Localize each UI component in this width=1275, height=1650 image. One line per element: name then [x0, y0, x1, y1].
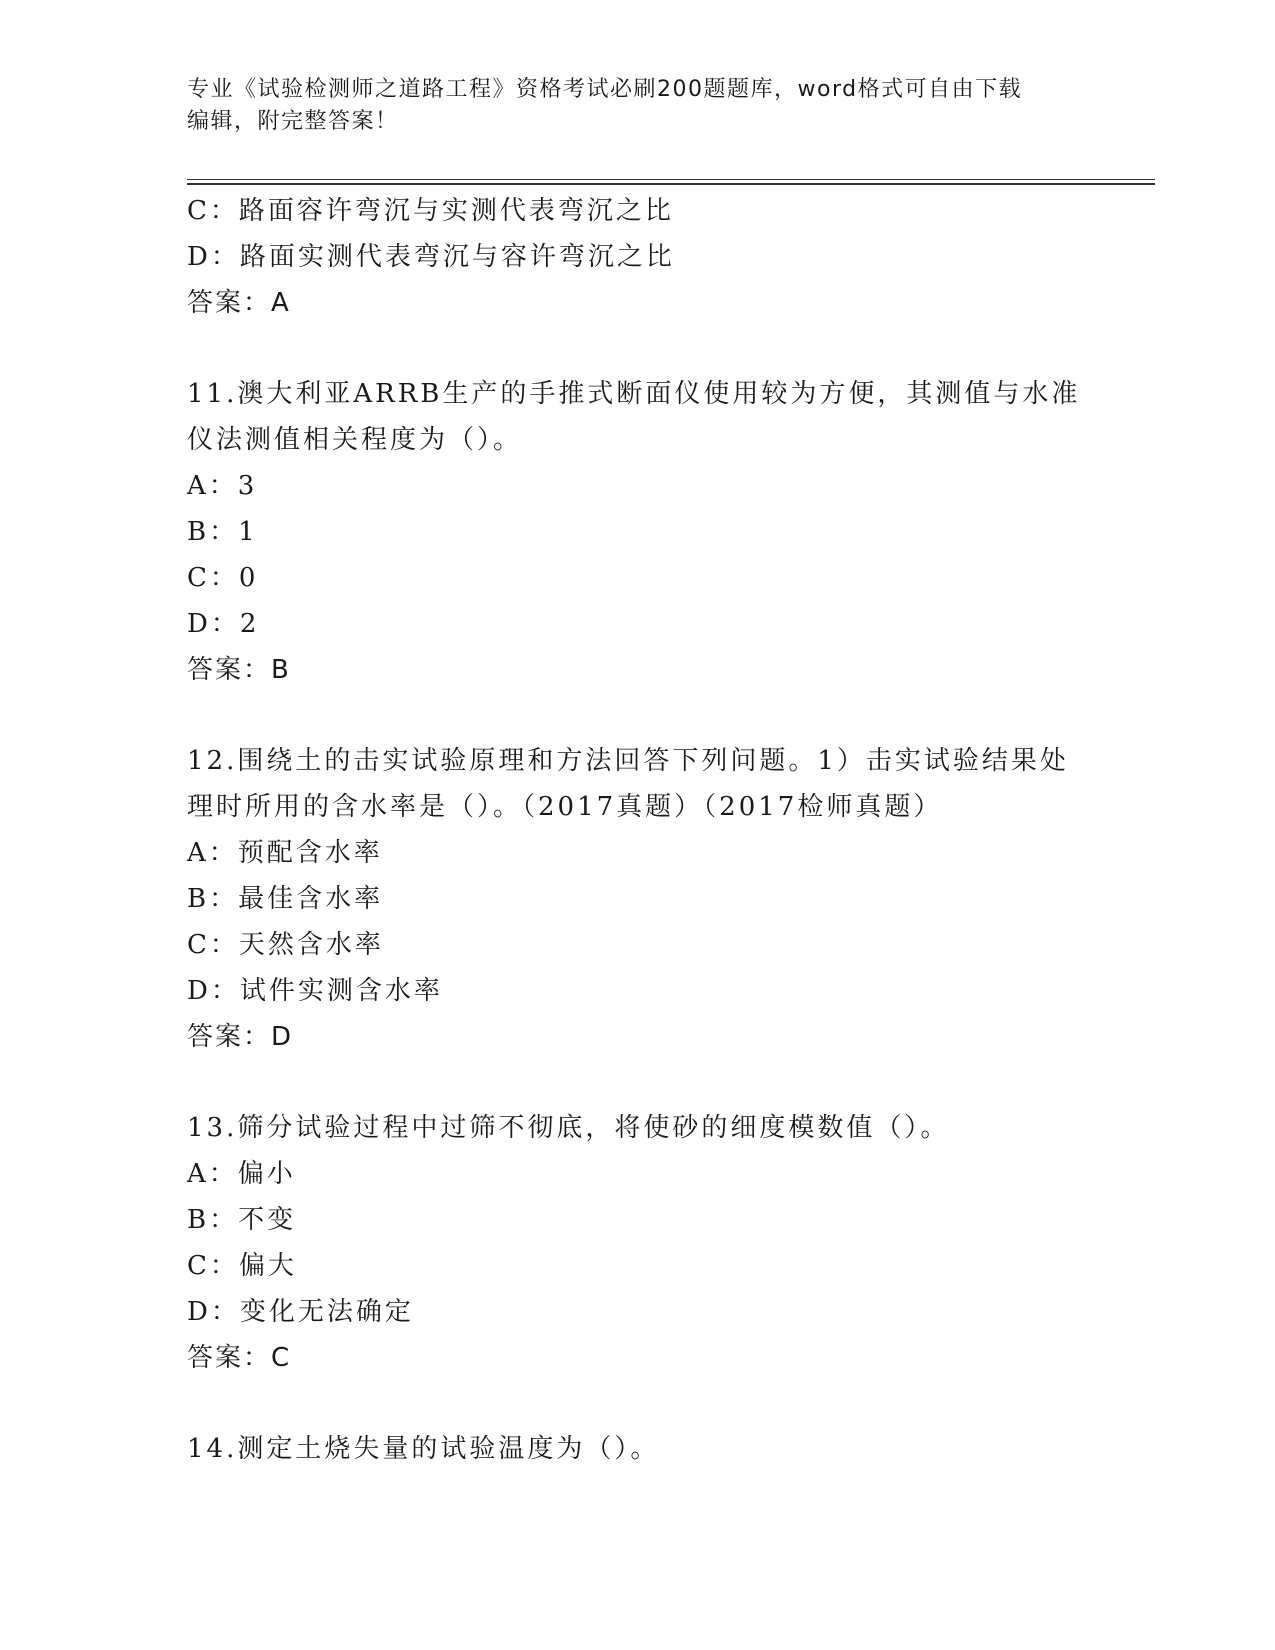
- question-list: [187, 188, 1087, 1472]
- answer-label: 答案：D: [187, 1022, 294, 1052]
- question-stem: 理时所用的含水率是（）。（2017真题）（2017检师真题）: [187, 792, 943, 822]
- option-c: C：0: [187, 563, 259, 593]
- header-line-2: 编辑，附完整答案！: [187, 109, 399, 134]
- option-d: D：变化无法确定: [187, 1297, 414, 1327]
- question-stem: 11.澳大利亚ARRB生产的手推式断面仪使用较为方便，其测值与水准: [187, 379, 1081, 409]
- option-a: A：预配含水率: [187, 838, 383, 868]
- spacer: [187, 326, 1087, 371]
- question-stem: 12.围绕土的击实试验原理和方法回答下列问题。1）击实试验结果处: [187, 746, 1069, 776]
- answer-label: 答案：B: [187, 655, 291, 685]
- option-c: C：天然含水率: [187, 930, 384, 960]
- option-b: B：1: [187, 517, 258, 547]
- answer-label: 答案：C: [187, 1343, 292, 1373]
- option-d: D：路面实测代表弯沉与容许弯沉之比: [187, 242, 675, 272]
- option-d: D：2: [187, 609, 260, 639]
- option-b: B：不变: [187, 1205, 297, 1235]
- question-stem: 14.测定土烧失量的试验温度为（）。: [187, 1434, 660, 1464]
- question-12: [187, 738, 1087, 1060]
- header-divider-thin: [187, 179, 1155, 180]
- option-c: C：路面容许弯沉与实测代表弯沉之比: [187, 196, 674, 226]
- document-header: [187, 74, 1087, 138]
- question-14: [187, 1426, 1087, 1472]
- spacer: [187, 1381, 1087, 1426]
- option-a: A：3: [187, 471, 258, 501]
- answer-label: 答案：A: [187, 288, 291, 318]
- spacer: [187, 1060, 1087, 1105]
- option-c: C：偏大: [187, 1251, 297, 1281]
- header-divider-thick: [187, 183, 1155, 185]
- question-stem: 13.筛分试验过程中过筛不彻底，将使砂的细度模数值（）。: [187, 1113, 950, 1143]
- question-stem: 仪法测值相关程度为（）。: [187, 425, 523, 455]
- spacer: [187, 693, 1087, 738]
- header-line-1: 专业《试验检测师之道路工程》资格考试必刷200题题库，word格式可自由下载: [187, 77, 1023, 102]
- question-11: [187, 371, 1087, 693]
- question-13: [187, 1105, 1087, 1381]
- option-d: D：试件实测含水率: [187, 976, 443, 1006]
- option-b: B：最佳含水率: [187, 884, 384, 914]
- option-a: A：偏小: [187, 1159, 296, 1189]
- question-10-tail: [187, 188, 1087, 326]
